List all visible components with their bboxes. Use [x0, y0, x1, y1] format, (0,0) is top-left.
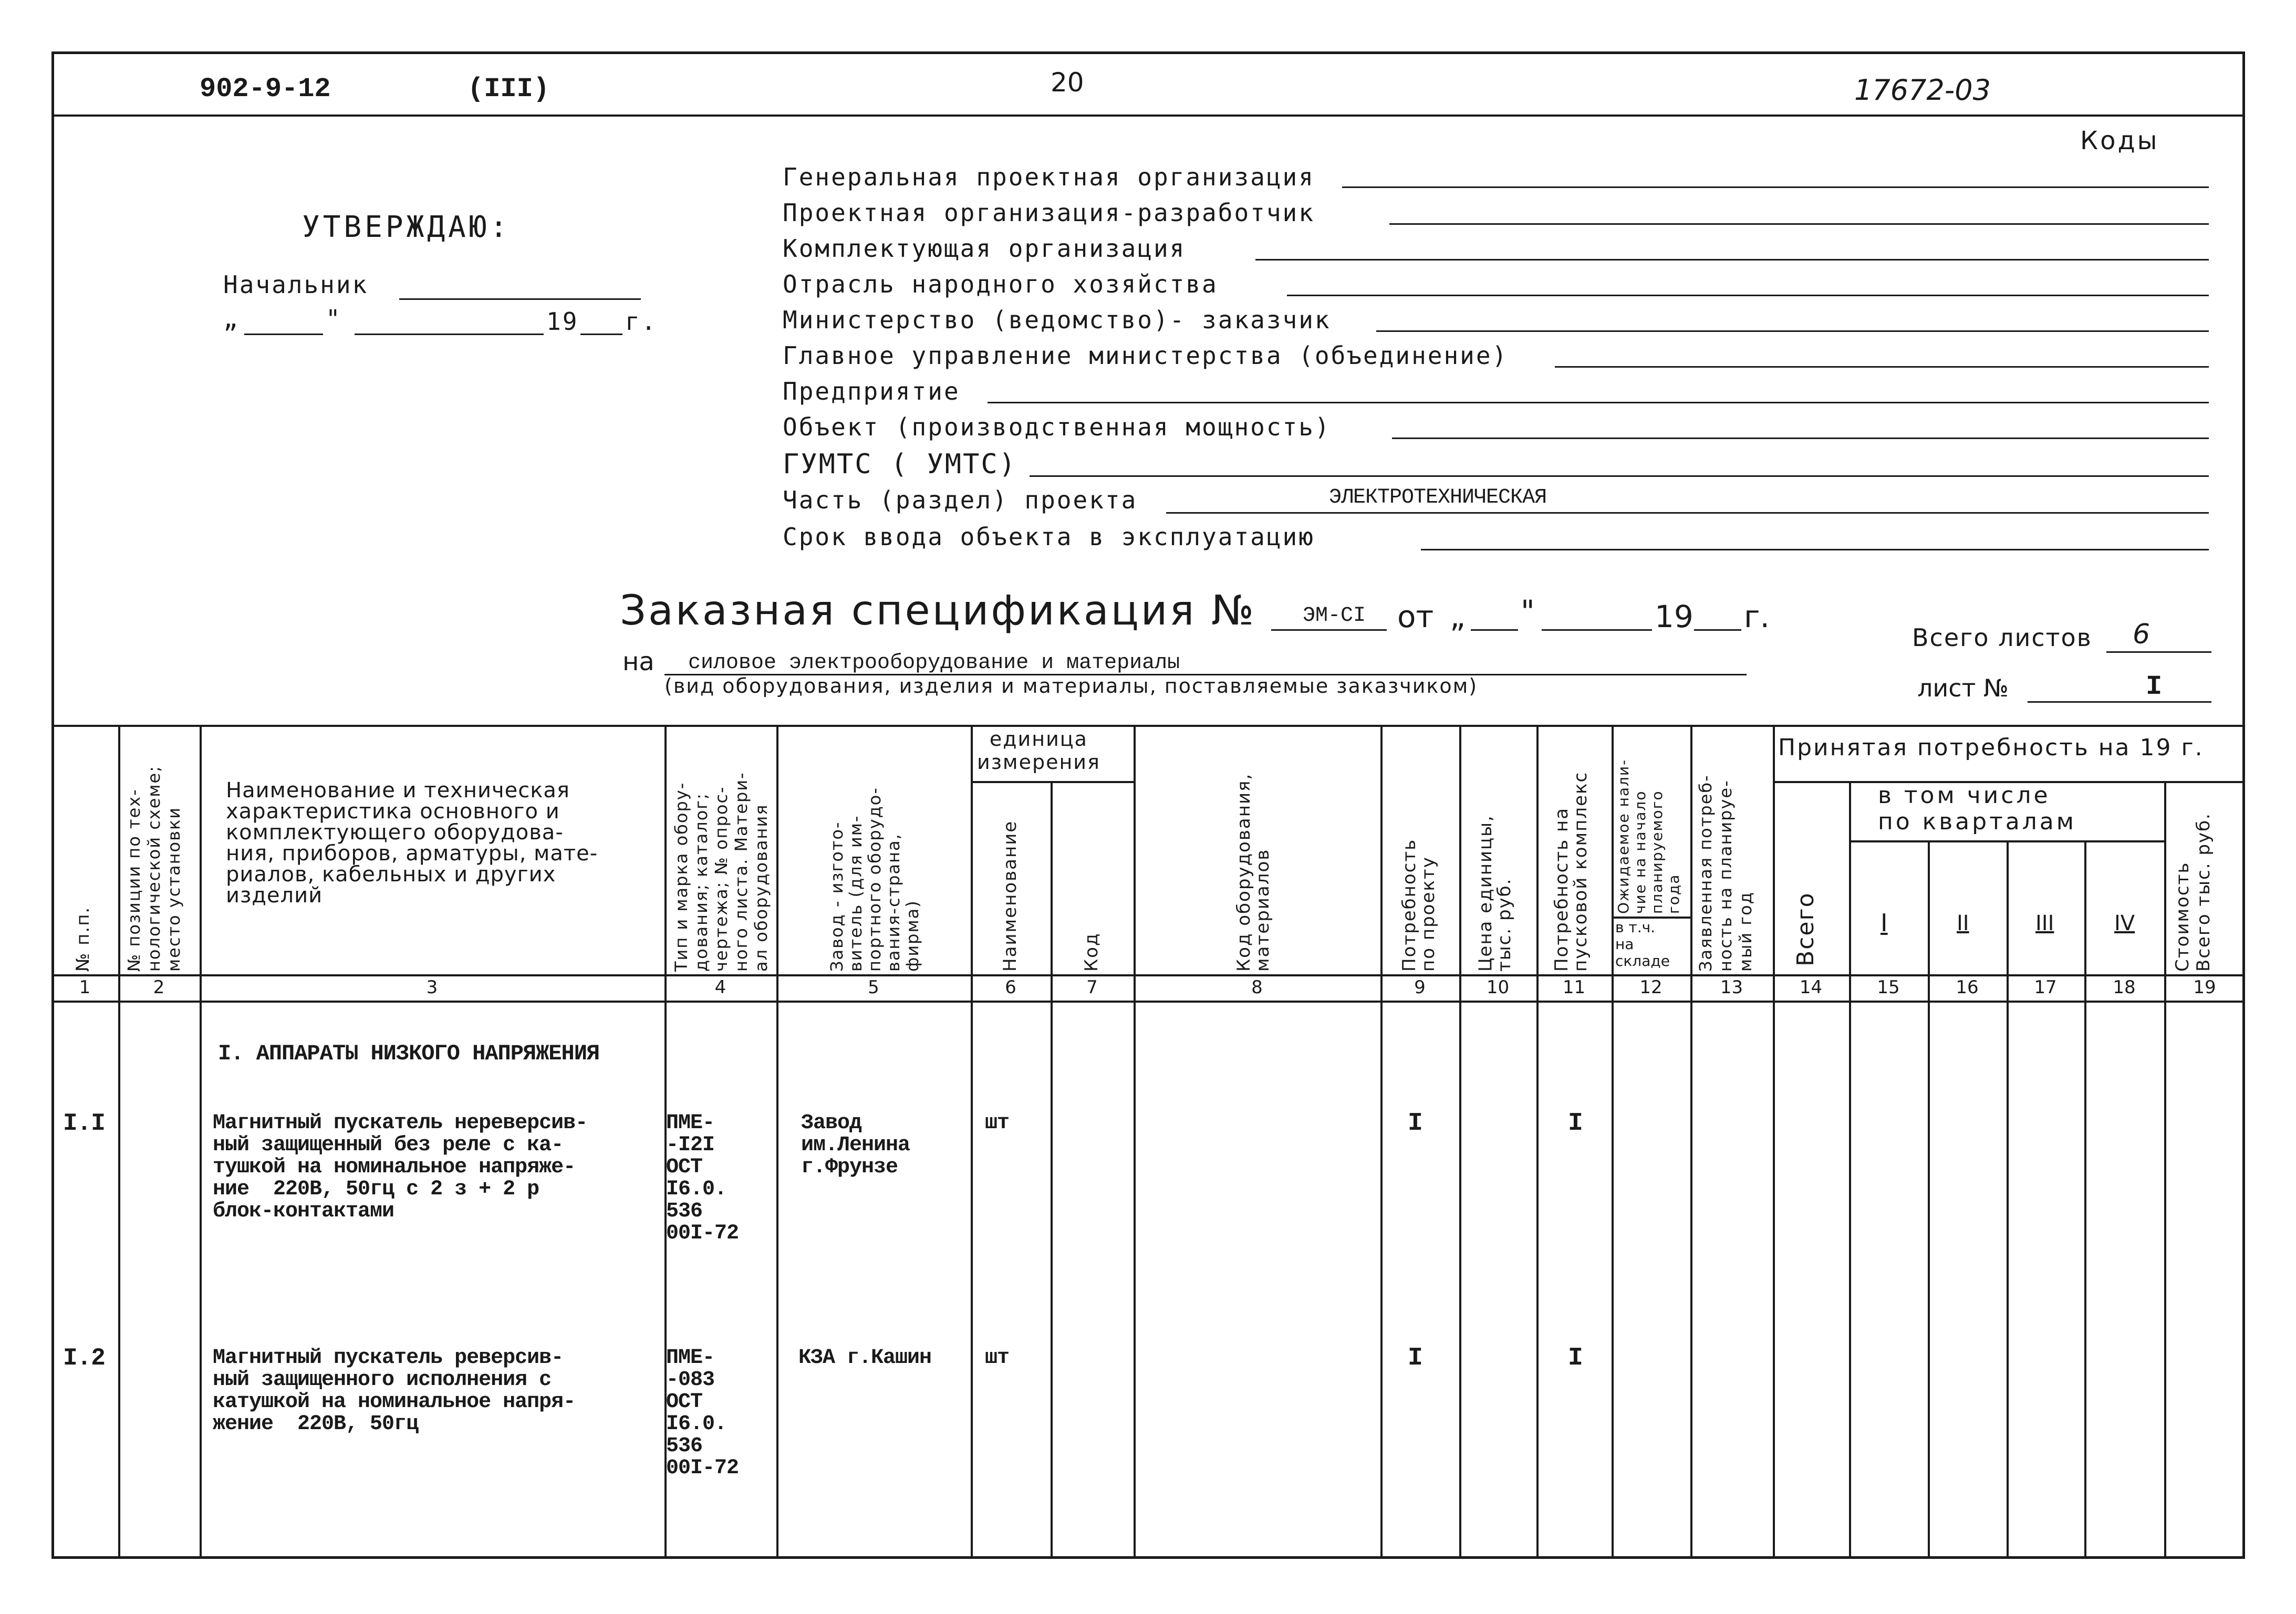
col-header-13: Заявленная потреб- ность на планируе- мый год [1696, 774, 1755, 972]
col-number: 7 [1086, 977, 1098, 998]
col-header-15: I [1881, 909, 1888, 937]
row-need-launch: I [1568, 1109, 1583, 1138]
approval-year-prefix: 19 [546, 307, 579, 336]
row-unit: шт [985, 1111, 1010, 1135]
col-number: 5 [868, 977, 879, 998]
col-number: 9 [1414, 977, 1426, 998]
col-header-11: Потребность на пусковой комплекс [1551, 771, 1591, 972]
org-field-label: Отрасль народного хозяйства [783, 270, 1218, 298]
col-number: 14 [1799, 977, 1823, 998]
unit-group-header: единица измерения [977, 727, 1100, 774]
date-day-line [244, 334, 323, 335]
row-number: I.2 [63, 1345, 105, 1372]
row-need-project: I [1408, 1344, 1422, 1372]
col-header-12b: в т.ч. на складе [1615, 919, 1670, 970]
org-field-label: Проектная организация-разработчик [783, 199, 1315, 227]
header-divider [51, 114, 2245, 117]
date-open-quote: „ [223, 305, 240, 333]
col-header-6: Наименование [1000, 820, 1021, 972]
sheet-label: лист № [1917, 674, 2009, 702]
col-number: 18 [2113, 977, 2136, 998]
col-number: 4 [714, 977, 726, 998]
approval-year-line [580, 334, 622, 335]
col-number: 3 [426, 977, 438, 998]
org-field-label: Главное управление министерства (объединение) [783, 341, 1509, 370]
col-number: 19 [2193, 977, 2216, 998]
row-unit: шт [985, 1346, 1010, 1370]
col-header-19: Стоимость Всего тыс. руб. [2172, 813, 2214, 972]
row-maker: КЗА г.Кашин [798, 1346, 932, 1370]
row-name: Магнитный пускатель реверсив- ный защищенного исполнения с катушкой на номинальное напря- жение 220В, 50гц [213, 1346, 576, 1436]
col-number: 1 [79, 977, 91, 998]
col-header-1: № п.п. [72, 906, 93, 972]
col-header-12: Ожидаемое нали- чие на начало планируемого года [1615, 758, 1682, 914]
spec-subject: силовое электрооборудование и материалы [688, 651, 1180, 675]
approval-year-suffix: г. [625, 307, 658, 336]
total-sheets-label: Всего листов [1912, 623, 2092, 652]
org-field-label: ГУМТС ( УМТС) [783, 449, 1017, 480]
col-header-5: Завод - изгото- витель (для им- портного оборудо- вания-страна, фирма) [827, 787, 922, 972]
col-number: 8 [1251, 977, 1263, 998]
org-field-label: Срок ввода объекта в эксплуатацию [783, 523, 1315, 551]
col-number: 11 [1562, 977, 1586, 998]
date-close-quote: " [326, 305, 342, 333]
codes-label: Коды [2080, 126, 2159, 155]
section-title: I. АППАРАТЫ НИЗКОГО НАПРЯЖЕНИЯ [218, 1041, 600, 1066]
col-number: 2 [153, 977, 165, 998]
org-field-label: Генеральная проектная организация [783, 163, 1315, 191]
col-number: 16 [1956, 977, 1979, 998]
col-header-17: III [2035, 911, 2054, 935]
org-field-label: Комплектующая организация [783, 234, 1186, 263]
col-header-9: Потребность по проекту [1399, 838, 1439, 972]
approval-title: УТВЕРЖДАЮ: [302, 210, 511, 244]
row-maker: Завод им.Ленина г.Фрунзе [801, 1111, 910, 1179]
spec-on-label: на [622, 647, 654, 676]
org-field-label: Часть (раздел) проекта [783, 486, 1138, 514]
col-number: 15 [1877, 977, 1900, 998]
col-header-4: Тип и марка обору- дования; каталог; чертежа; № опрос- ного листа. Матери- ал оборудования [671, 772, 771, 972]
doc-code: 902-9-12 [200, 74, 331, 105]
spec-year-suffix: г. [1744, 599, 1770, 634]
spec-quote-open: „ [1450, 599, 1466, 634]
chief-label: Начальник [223, 270, 369, 299]
col-header-10: Цена единицы, тыс. руб. [1475, 815, 1515, 972]
volume-label: (III) [467, 74, 550, 105]
org-field-label: Предприятие [783, 377, 960, 405]
col-header-14: Всего [1792, 892, 1819, 966]
col-header-8: Код оборудования, материалов [1233, 773, 1273, 972]
quarters-group-header: в том числе по кварталам [1878, 782, 2076, 835]
col-header-18: IV [2114, 911, 2135, 935]
row-need-launch: I [1568, 1344, 1583, 1372]
col-number: 12 [1639, 977, 1663, 998]
col-number: 6 [1005, 977, 1016, 998]
col-header-7: Код [1081, 932, 1102, 972]
spec-subject-caption: (вид оборудования, изделия и материалы, поставляемые заказчиком) [664, 674, 1478, 697]
spec-from-label: от [1397, 599, 1434, 634]
row-type: ПМЕ- -I2I ОСТ I6.0. 536 00I-72 [666, 1111, 739, 1245]
accepted-group-header: Принятая потребность на 19 г. [1778, 734, 2204, 761]
row-need-project: I [1408, 1109, 1422, 1138]
spec-year-prefix: 19 [1655, 599, 1694, 634]
date-month-line [355, 334, 544, 335]
col-header-3: Наименование и техническая характеристика основного и комплектующего оборудова- ния, приборов, арматуры, мате- риалов, кабельных и других изделий [226, 778, 598, 908]
sheet-number: I [2146, 671, 2163, 702]
project-part-value: ЭЛЕКТРОТЕХНИЧЕСКАЯ [1329, 486, 1547, 509]
page-number: 20 [1051, 67, 1084, 98]
spec-title: Заказная спецификация № [620, 587, 1256, 634]
spec-quote-close: " [1521, 593, 1535, 629]
col-header-2: № позиции по тех- нологической схеме; место установки [124, 765, 184, 972]
chief-signature-line [399, 298, 641, 300]
archive-number: 17672-03 [1854, 74, 1991, 107]
row-type: ПМЕ- -083 ОСТ I6.0. 536 00I-72 [666, 1346, 739, 1480]
org-field-label: Министерство (ведомство)- заказчик [783, 306, 1331, 334]
col-number: 13 [1720, 977, 1743, 998]
total-sheets-value: 6 [2133, 619, 2150, 650]
org-field-label: Объект (производственная мощность) [783, 413, 1331, 441]
spec-number: ЭМ-СI [1303, 604, 1366, 628]
col-header-16: II [1957, 911, 1969, 935]
col-number: 10 [1486, 977, 1510, 998]
col-number: 17 [2034, 977, 2057, 998]
row-number: I.I [63, 1110, 105, 1137]
row-name: Магнитный пускатель нереверсив- ный защищенный без реле с ка- тушкой на номинальное напряже- ние 220В, 50гц с 2 з + 2 р блок-контактами [213, 1111, 588, 1223]
